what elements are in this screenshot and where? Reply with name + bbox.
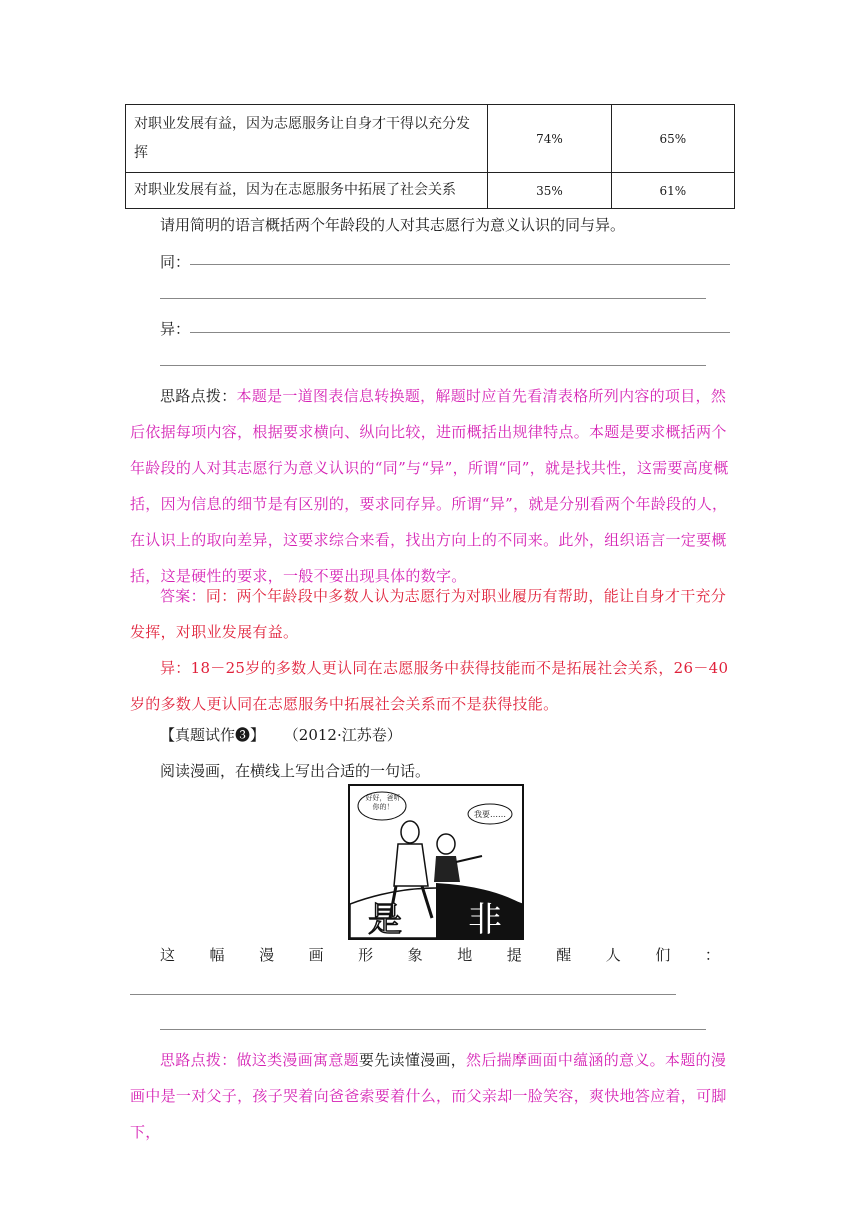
answer-line (160, 365, 706, 366)
prompt-char: 象 (407, 946, 423, 964)
prompt-char: 这 (160, 946, 176, 964)
answer-same: 同：两个年龄段中多数人认为志愿行为对职业履历有帮助，能让自身才干充分发挥，对职业发展有益。 (130, 587, 727, 641)
answer-line (190, 264, 730, 265)
section-heading (160, 724, 402, 745)
table-cell-item: 对职业发展有益，因为在志愿服务中拓展了社会关系 (126, 173, 488, 209)
diff-label: 异： (160, 320, 191, 338)
survey-table (125, 104, 735, 209)
table-cell-value: 74% (488, 105, 611, 173)
analysis-text: 然后揣摩画面中蕴涵的意义。本题的漫画中是一对父子，孩子哭着向爸爸索要着什么，而父亲却一脸笑容，爽快地答应着，可脚下， (130, 1051, 727, 1141)
answer-label: 答案： (160, 587, 206, 605)
answer-diff-paragraph (130, 650, 733, 722)
instruction-text: 阅读漫画，在横线上写出合适的一句话。 (160, 762, 431, 780)
answer-line (160, 298, 706, 299)
speech-bubble-right: 我要…… (474, 810, 506, 819)
table-row (126, 105, 735, 173)
prompt-char: 提 (506, 946, 522, 964)
answer-line (190, 332, 730, 333)
section-source: （2012·江苏卷） (283, 726, 402, 744)
cartoon-prompt (160, 944, 720, 965)
section-title: 【真题试作❸】 (160, 726, 266, 744)
analysis-text: 做这类漫画寓意题 (236, 1051, 359, 1069)
prompt-char: 漫 (259, 946, 275, 964)
prompt-char: 们 (655, 946, 671, 964)
table-cell-value: 61% (611, 173, 734, 209)
answer-line (130, 994, 676, 995)
analysis-paragraph (130, 378, 733, 594)
cartoon-char-right: 非 (468, 900, 502, 940)
prompt-char: 画 (308, 946, 324, 964)
table-cell-item: 对职业发展有益，因为志愿服务让自身才干得以充分发挥 (126, 105, 488, 173)
prompt-char: 地 (457, 946, 473, 964)
table-cell-value: 65% (611, 105, 734, 173)
analysis-label: 思路点拨： (160, 1051, 237, 1069)
cartoon-image (348, 784, 524, 940)
answer-paragraph (130, 578, 733, 650)
analysis-text: 要先读懂漫画， (358, 1051, 467, 1069)
question-text: 请用简明的语言概括两个年龄段的人对其志愿行为意义认识的同与异。 (160, 216, 626, 234)
prompt-char: 醒 (556, 946, 572, 964)
prompt-char: 形 (358, 946, 374, 964)
speech-bubble-left: 好好，爸听你的！ (365, 794, 401, 811)
prompt-char: ： (704, 946, 720, 964)
prompt-char: 幅 (209, 946, 225, 964)
same-label: 同： (160, 253, 191, 271)
answer-diff: 异：18－25岁的多数人更认同在志愿服务中获得技能而不是拓展社会关系，26－40岁的多数人更认同在志愿服务中拓展社会关系而不是获得技能。 (130, 659, 729, 713)
analysis-label: 思路点拨： (160, 387, 237, 405)
prompt-char: 人 (605, 946, 621, 964)
table-cell-value: 35% (488, 173, 611, 209)
analysis-text: 本题是一道图表信息转换题，解题时应首先看清表格所列内容的项目，然后依据每项内容，根据要求横向、纵向比较，进而概括出规律特点。本题是要求概括两个年龄段的人对其志愿行为意义认识的“同”与“异”，所谓“同”，就是找共性，这需要高度概括，因为信息的细节是有区别的，要求同存异。所谓“异”，就是分别看两个年龄段的人，在认识上的取向差异，这要求综合来看，找出方向上的不同来。此外，组织语言一定要概括，这是硬性的要求，一般不要出现具体的数字。 (130, 387, 729, 585)
table-row (126, 173, 735, 209)
analysis-paragraph-2 (130, 1042, 733, 1150)
cartoon-char-left: 是 (368, 900, 402, 940)
answer-line (160, 1029, 706, 1030)
